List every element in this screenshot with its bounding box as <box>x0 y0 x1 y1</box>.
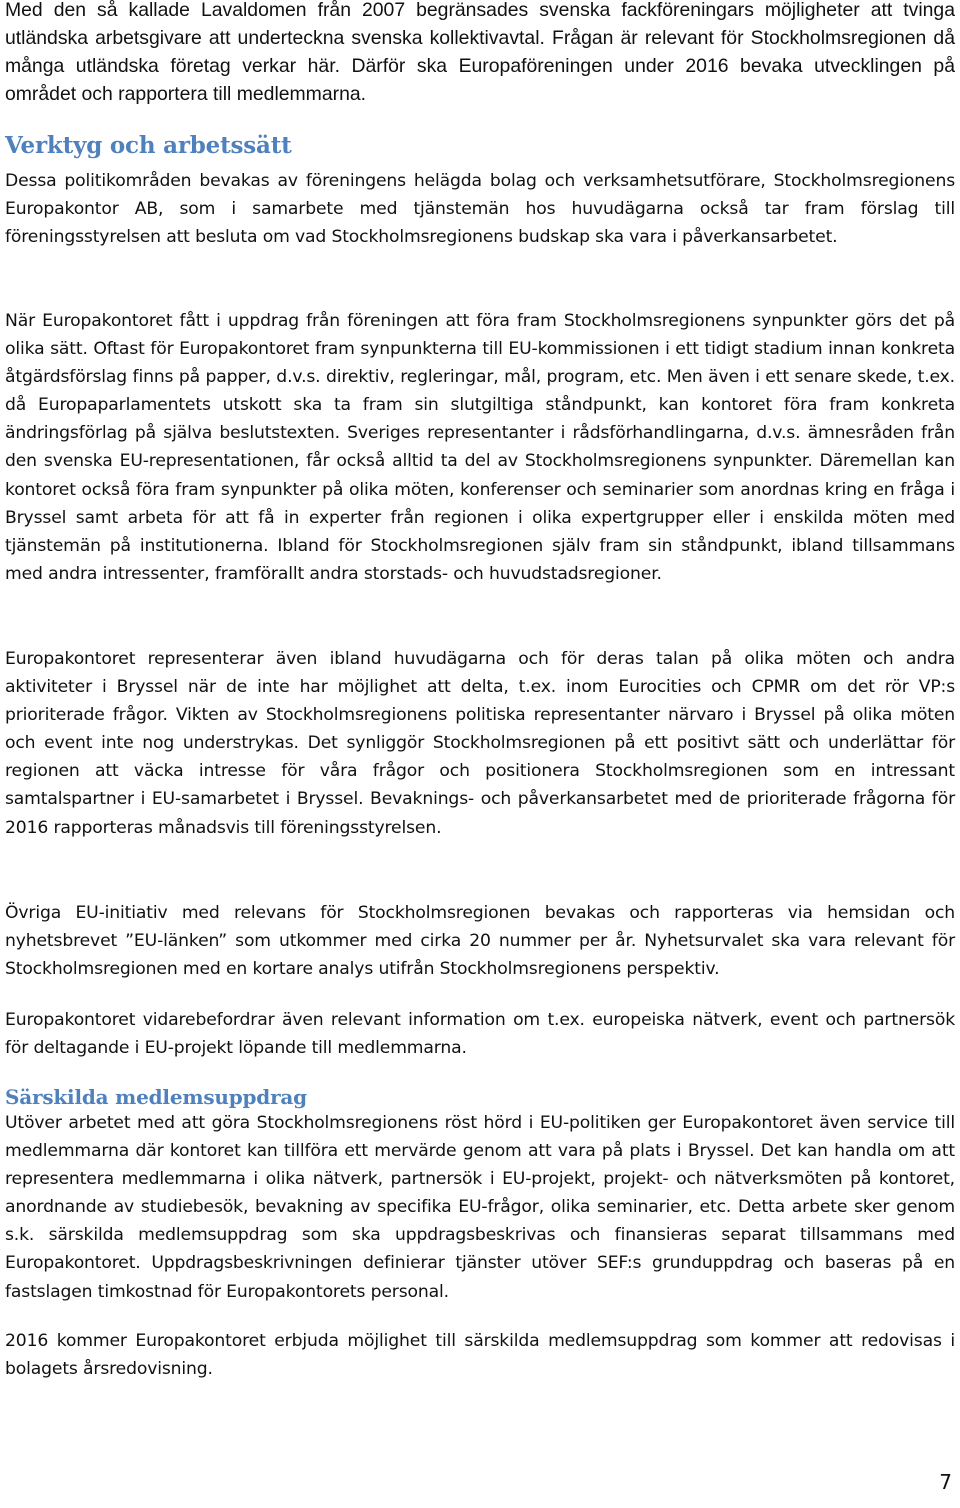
paragraph-tools-4: Övriga EU-initiativ med relevans för Stockholmsregionen bevakas och rapporteras via hemsidan och nyhetsbrevet ”EU-länken” som utkommer med cirka 20 nummer per år. Nyhetsurvalet ska vara relevant för Stockholmsregionen med en kortare analys utifrån Stockholmsregionens perspektiv. <box>5 903 955 980</box>
page-number: 7 <box>939 1470 952 1494</box>
paragraph-tools-1: Dessa politikområden bevakas av föreningens helägda bolag och verksamhetsutförare, Stockholmsregionens Europakontor AB, som i samarbete med tjänstemän hos huvudägarna också tar fram förslag till föreningsstyrelsen att besluta om vad Stockholmsregionens budskap ska vara i påverkansarbetet. <box>5 171 955 248</box>
paragraph-tools-5: Europakontoret vidarebefordrar även relevant information om t.ex. europeiska nätverk, event och partnersök för deltagande i EU-projekt löpande till medlemmarna. <box>5 1010 955 1059</box>
paragraph-special-2: 2016 kommer Europakontoret erbjuda möjlighet till särskilda medlemsuppdrag som kommer att redovisas i bolagets årsredovisning. <box>5 1331 955 1380</box>
section-heading-verktyg: Verktyg och arbetssätt <box>5 132 292 159</box>
paragraph-tools-3: Europakontoret representerar även ibland huvudägarna och för deras talan på olika möten och andra aktiviteter i Bryssel när de inte har möjlighet att delta, t.ex. inom Eurocities och CPMR om det rör VP:s prioriterade frågor. Vikten av Stockholmsregionens politiska representanter närvaro i Bryssel på olika möten och event inte nog understrykas. Det synliggör Stockholmsregionen på ett positivt sätt och underlättar för regionen att väcka intresse för våra frågor och positionera Stockholmsregionen som en intressant samtalspartner i EU-samarbetet i Bryssel. Bevaknings- och påverkansarbetet med de prioriterade frågorna för 2016 rapporteras månadsvis till föreningsstyrelsen. <box>5 649 955 838</box>
paragraph-special-1: Utöver arbetet med att göra Stockholmsregionens röst hörd i EU-politiken ger Europakontoret även service till medlemmarna där kontoret kan tillföra ett mervärde genom att vara på plats i Bryssel. Det kan handla om att representera medlemmarna i olika nätverk, partnersök i EU-projekt, projekt- och nätverksmöten på kontoret, anordnande av studiebesök, bevakning av specifika EU-frågor, olika seminarier, etc. Detta arbete sker genom s.k. särskilda medlemsuppdrag som ska uppdragsbeskrivas och finansieras separat tillsammans med Europakontoret. Uppdragsbeskrivningen definierar tjänster utöver SEF:s grunduppdrag och baseras på en fastslagen timkostnad för Europakontorets personal. <box>5 1113 955 1302</box>
section-heading-sarskilda: Särskilda medlemsuppdrag <box>5 1085 307 1109</box>
paragraph-tools-2: När Europakontoret fått i uppdrag från föreningen att föra fram Stockholmsregionens synpunkter görs det på olika sätt. Oftast för Europakontoret fram synpunkterna till EU-kommissionen i ett tidigt stadium innan konkreta åtgärdsförslag finns på papper, d.v.s. direktiv, regleringar, mål, program, etc. Men även i ett senare skede, t.ex. då Europaparlamentets utskott ska ta fram sin slutgiltiga ståndpunkt, kan kontoret föra fram konkreta ändringsförlag på själva beslutstexten. Sveriges representanter i rådsförhandlingarna, d.v.s. ämnesråden från den svenska EU-representationen, får också alltid ta del av Stockholmsregionens synpunkter. Däremellan kan kontoret också föra fram synpunkter på olika möten, konferenser och seminarier som anordnas kring en fråga i Bryssel samt arbeta för att få in experter från regionen i olika expertgrupper eller i enskilda möten med tjänstemän på institutionerna. Ibland för Stockholmsregionen själv fram sin ståndpunkt, ibland tillsammans med andra intressenter, framförallt andra storstads- och huvudstadsregioner. <box>5 311 955 584</box>
intro-paragraph: Med den så kallade Lavaldomen från 2007 begränsades svenska fackföreningars möjligheter att tvinga utländska arbetsgivare att underteckna svenska kollektivavtal. Frågan är relevant för Stockholmsregionen då många utländska företag verkar här. Därför ska Europaföreningen under 2016 bevaka utvecklingen på området och rapportera till medlemmarna. <box>5 0 955 105</box>
